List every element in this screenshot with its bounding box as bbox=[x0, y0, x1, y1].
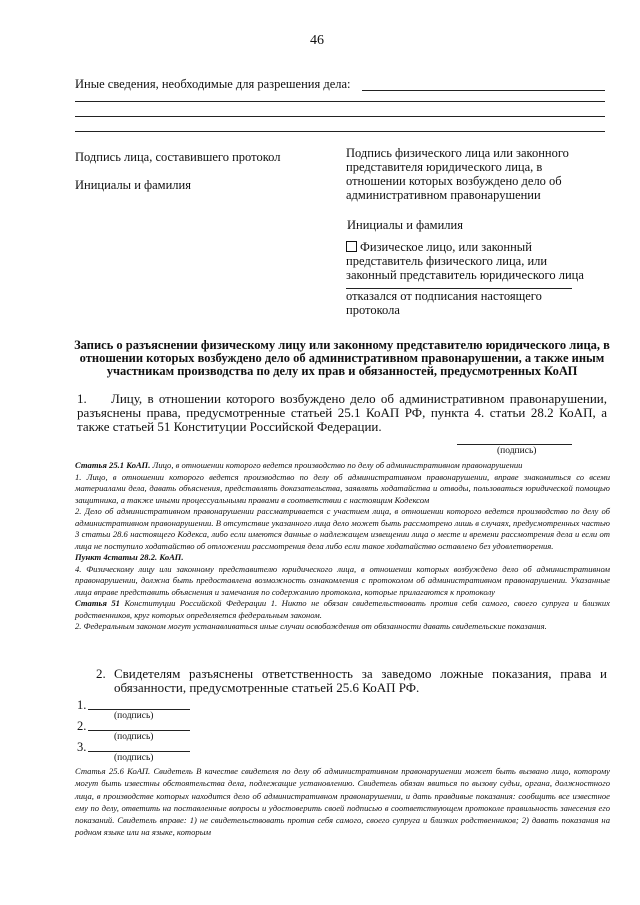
fill-line bbox=[75, 131, 605, 132]
checkbox-square-icon[interactable] bbox=[346, 241, 357, 252]
article-25-6: Статья 25.6 КоАП. Свидетель В качестве свидетеля по делу об административном правонарушении может быть вызвано лицо, которому могут быть известны обстоятельства дела, подлежащие установлению. Свидетель обязан явиться по вызову судьи, органа, должностного лица, в производстве которых находится дело об административном правонарушении, и дать правдивые показания: сообщить все известное ему по делу, ответить на поставленные вопросы и удостоверить своей подписью в соответствующем протоколе правильность занесения его показаний. Свидетель вправе: 1) не свидетельствовать против себя самого, своего супруга и близких родственников; 2) давать показания на родном языке или на языке, которым bbox=[75, 766, 610, 838]
article-51-part1: Конституции Российской Федерации 1. Никто не обязан свидетельствовать против себя самого, своего супруга и близких родственников, круг которых определяется федеральным законом. bbox=[75, 598, 610, 620]
witness-2-line[interactable] bbox=[88, 730, 190, 731]
witness-1-number: 1. bbox=[77, 698, 87, 712]
item2-text: Свидетелям разъяснены ответственность за заведомо ложные показания, права и обязанности, предусмотренные статьей 25.6 КоАП РФ. bbox=[114, 666, 607, 695]
fill-line bbox=[362, 90, 605, 91]
item2-number: 2. bbox=[96, 666, 106, 681]
signature-protocol-label: Подпись лица, составившего протокол bbox=[75, 150, 281, 164]
article-25-1 bbox=[75, 460, 610, 633]
witness-2-caption: (подпись) bbox=[114, 732, 154, 742]
initials-right-label: Инициалы и фамилия bbox=[347, 218, 463, 232]
signature-caption: (подпись) bbox=[497, 446, 537, 456]
witness-1-caption: (подпись) bbox=[114, 711, 154, 721]
fill-line bbox=[75, 116, 605, 117]
witness-3-line[interactable] bbox=[88, 751, 190, 752]
fill-line bbox=[75, 101, 605, 102]
item1-text: Лицу, в отношении которого возбуждено дело об административном правонарушении, разъяснены права, предусмотренные статьей 25.1 КоАП РФ, пункта 4. статьи 28.2 КоАП, а также статьей 51 Конституции Российской Федерации. bbox=[77, 391, 607, 434]
initials-left-label: Инициалы и фамилия bbox=[75, 178, 191, 192]
witness-1-line[interactable] bbox=[88, 709, 190, 710]
article-28-2-part4: 4. Физическому лицу или законному представителю юридического лица, в отношении которых возбуждено дело об административном правонарушении, должна быть предоставлена возможность ознакомления с протоколом об административном правонарушении. Указанные лица вправе представить объяснения и замечания по содержанию протокола, которые прилагаются к протоколу bbox=[75, 563, 610, 597]
item1-number: 1. bbox=[77, 391, 87, 406]
article-25-1-part2: 2. Дело об административном правонарушении рассматривается с участием лица, в отношении которого ведется производство по делу об административном правонарушении. В отсутствие указанного лица дело может быть рассмотрено лишь в случаях, предусмотренных частью 3 статьи 28.6 настоящего Кодекса, либо если имеются данные о надлежащем извещении лица о месте и времени рассмотрения дела и если от лица не поступило ходатайство об отложении рассмотрения дела либо если такое ходатайство оставлено без удовлетворения. bbox=[75, 506, 610, 551]
witness-2-number: 2. bbox=[77, 719, 87, 733]
refusal-checkbox-label: Физическое лицо, или законный представитель физического лица, или законный представитель юридического лица bbox=[346, 240, 584, 282]
witness-3-caption: (подпись) bbox=[114, 753, 154, 763]
refusal-text: отказался от подписания настоящего протокола bbox=[346, 289, 542, 317]
article-51-title: Статья 51 bbox=[75, 598, 120, 608]
signature-line bbox=[457, 444, 572, 445]
other-info-label: Иные сведения, необходимые для разрешения дела: bbox=[75, 77, 351, 91]
article-51-part2: 2. Федеральным законом могут устанавливаться иные случаи освобождения от обязанности давать свидетельские показания. bbox=[75, 621, 547, 631]
refusal-checkbox[interactable] bbox=[346, 240, 584, 282]
page-number: 46 bbox=[310, 33, 324, 48]
rights-heading: Запись о разъяснении физическому лицу или законному представителю юридического лица, в отношении которых возбуждено дело об административном правонарушении, а также иным участникам производства по делу их прав и обязанностей, предусмотренных КоАП bbox=[74, 338, 610, 378]
article-25-1-part1: 1. Лицо, в отношении которого ведется производство по делу об административном правонарушении, вправе знакомиться со всеми материалами дела, давать объяснения, представлять доказательства, заявлять ходатайства и отводы, пользоваться юридической помощью защитника, а также иными процессуальными правами в соответствии с настоящим Кодексом bbox=[75, 471, 610, 505]
signature-person-label: Подпись физического лица или законного представителя юридического лица, в отношении которых возбуждено дело об административном правонарушении bbox=[346, 146, 569, 202]
article-28-2-title: Пункт 4статьи 28.2. КоАП. bbox=[75, 552, 184, 562]
article-25-1-intro: Лицо, в отношении которого ведется производство по делу об административном правонарушении bbox=[152, 460, 523, 470]
article-25-1-title: Статья 25.1 КоАП. bbox=[75, 460, 151, 470]
witness-3-number: 3. bbox=[77, 740, 87, 754]
